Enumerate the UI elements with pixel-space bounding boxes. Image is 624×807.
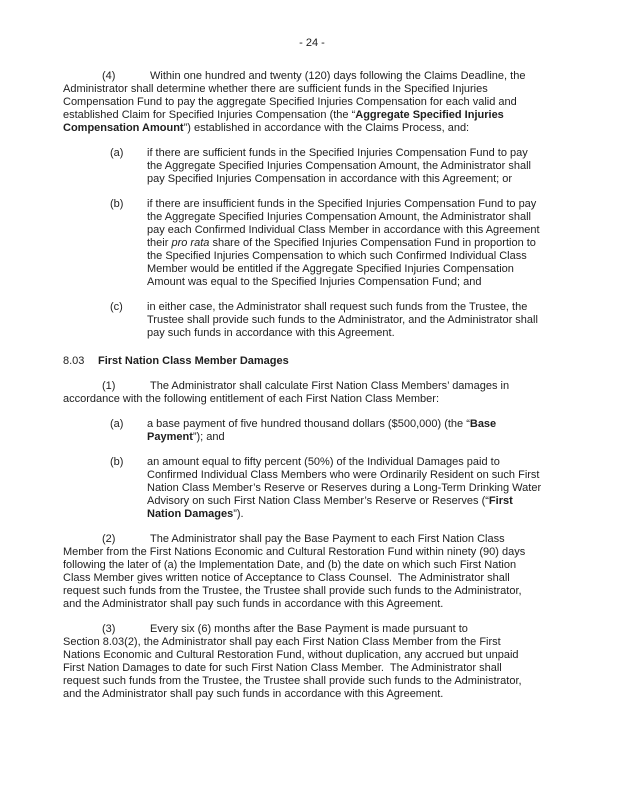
- sub-paragraph-line: Confirmed Individual Class Members who were Ordinarily Resident on such First: [147, 469, 540, 481]
- sub-paragraph-label: (b): [110, 198, 124, 210]
- paragraph-line: and the Administrator shall pay such funds in accordance with this Agreement.: [63, 598, 444, 610]
- sub-paragraph-line: Trustee shall provide such funds to the Administrator, and the Administrator shall: [147, 314, 538, 326]
- sub-paragraph-label: (a): [110, 418, 124, 430]
- sub-paragraph: [63, 301, 594, 340]
- section-number: 8.03: [63, 355, 85, 367]
- section-heading: [63, 355, 594, 368]
- sub-paragraph-line: Amount was equal to the Specified Injuries Compensation Fund; and: [147, 276, 482, 288]
- sub-paragraph-line: Nation Class Member’s Reserve or Reserves during a Long-Term Drinking Water: [147, 482, 542, 494]
- sub-paragraph-line: if there are insufficient funds in the Specified Injuries Compensation Fund to pay: [147, 198, 537, 210]
- sub-paragraph-line: a base payment of five hundred thousand dollars ($500,000) (the “Base: [147, 418, 497, 430]
- paragraph-line: following the later of (a) the Implementation Date, and (b) the date on which such First Nation: [63, 559, 517, 571]
- sub-paragraph-line: pay such funds in accordance with this Agreement.: [147, 327, 395, 339]
- sub-paragraph-line: their pro rata share of the Specified Injuries Compensation Fund in proportion to: [147, 237, 536, 249]
- paragraph-line: established Claim for Specified Injuries Compensation (the “Aggregate Specified Injuries: [63, 109, 504, 121]
- sub-paragraph-line: an amount equal to fifty percent (50%) of the Individual Damages paid to: [147, 456, 500, 468]
- paragraph: [63, 533, 594, 611]
- sub-paragraph: [63, 198, 594, 289]
- sub-paragraph-line: pay Specified Injuries Compensation in accordance with this Agreement; or: [147, 173, 513, 185]
- paragraph-line: (4) Within one hundred and twenty (120) days following the Claims Deadline, the: [102, 70, 526, 82]
- paragraph-number: (4): [102, 70, 116, 82]
- paragraph-line: Member from the First Nations Economic and Cultural Restoration Fund within ninety (90) days: [63, 546, 526, 558]
- paragraph: [63, 623, 594, 701]
- paragraph-line: Administrator shall determine whether there are sufficient funds in the Specified Injuries: [63, 83, 488, 95]
- paragraph: [63, 70, 594, 135]
- sub-paragraph-line: pay each Confirmed Individual Class Member in accordance with this Agreement: [147, 224, 540, 236]
- sub-paragraph: [63, 147, 594, 186]
- page-number: - 24 -: [299, 37, 325, 49]
- paragraph-line: Compensation Amount”) established in accordance with the Claims Process, and:: [63, 122, 470, 134]
- sub-paragraph: [63, 418, 594, 444]
- paragraph: [63, 380, 594, 406]
- paragraph-line: (1) The Administrator shall calculate First Nation Class Members’ damages in: [102, 380, 510, 392]
- paragraph-line: Compensation Fund to pay the aggregate Specified Injuries Compensation for each valid and: [63, 96, 517, 108]
- paragraph-line: and the Administrator shall pay such funds in accordance with this Agreement.: [63, 688, 444, 700]
- paragraph-number: (3): [102, 623, 116, 635]
- sub-paragraph-line: if there are sufficient funds in the Specified Injuries Compensation Fund to pay: [147, 147, 528, 159]
- paragraph-line: Class Member gives written notice of Acceptance to Class Counsel. The Administrator shall: [63, 572, 510, 584]
- paragraph-line: Section 8.03(2), the Administrator shall pay each First Nation Class Member from the First: [63, 636, 501, 648]
- paragraph-line: First Nation Damages to date for such First Nation Class Member. The Administrator shall: [63, 662, 502, 674]
- sub-paragraph-label: (a): [110, 147, 124, 159]
- paragraph-line: request such funds from the Trustee, the Trustee shall provide such funds to the Administrator,: [63, 675, 522, 687]
- document-content: [63, 70, 594, 701]
- paragraph-number: (2): [102, 533, 116, 545]
- sub-paragraph-line: in either case, the Administrator shall request such funds from the Trustee, the: [147, 301, 528, 313]
- sub-paragraph-line: Payment”); and: [147, 431, 225, 443]
- paragraph-line: request such funds from the Trustee, the Trustee shall provide such funds to the Administrator,: [63, 585, 522, 597]
- sub-paragraph-label: (c): [110, 301, 123, 313]
- section-title: First Nation Class Member Damages: [98, 355, 289, 367]
- sub-paragraph-line: the Specified Injuries Compensation to which such Confirmed Individual Class: [147, 250, 527, 262]
- paragraph-number: (1): [102, 380, 116, 392]
- paragraph-line: (3) Every six (6) months after the Base Payment is made pursuant to: [102, 623, 468, 635]
- sub-paragraph-label: (b): [110, 456, 124, 468]
- sub-paragraph-line: the Aggregate Specified Injuries Compensation Amount, the Administrator shall: [147, 211, 532, 223]
- sub-paragraph-line: the Aggregate Specified Injuries Compensation Amount, the Administrator shall: [147, 160, 532, 172]
- paragraph-line: accordance with the following entitlement of each First Nation Class Member:: [63, 393, 440, 405]
- paragraph-line: Nations Economic and Cultural Restoration Fund, without duplication, any accrued but unpaid: [63, 649, 519, 661]
- sub-paragraph-line: Advisory on such First Nation Class Member’s Reserve or Reserves (“First: [147, 495, 513, 507]
- sub-paragraph-line: Member would be entitled if the Aggregate Specified Injuries Compensation: [147, 263, 514, 275]
- sub-paragraph: [63, 456, 594, 521]
- paragraph-line: (2) The Administrator shall pay the Base Payment to each First Nation Class: [102, 533, 505, 545]
- sub-paragraph-line: Nation Damages”).: [147, 508, 244, 520]
